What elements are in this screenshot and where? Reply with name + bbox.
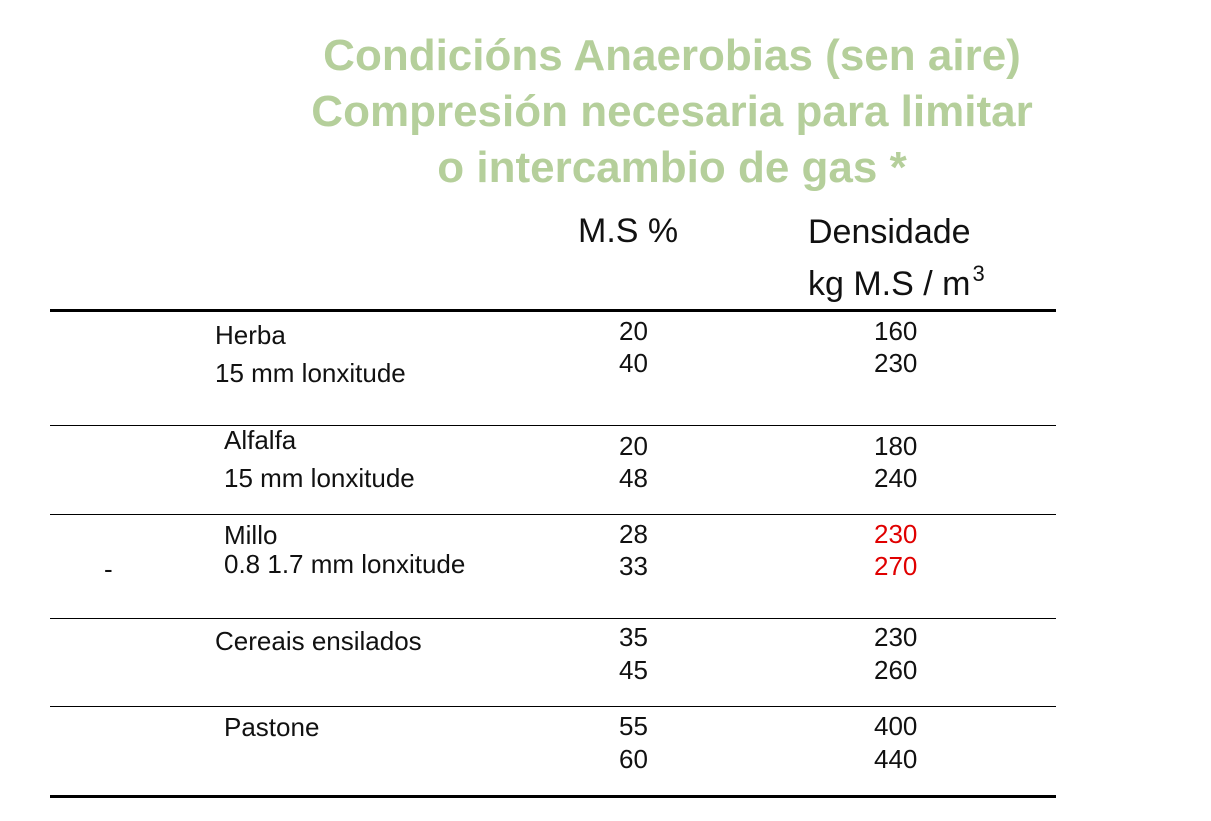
row-pastone-ms-1: 55 [619, 711, 648, 741]
table-top-rule [50, 309, 1056, 312]
header-density-label: Densidade [808, 213, 971, 251]
row-cereais-ms-1: 35 [619, 622, 648, 652]
row-divider [50, 425, 1056, 426]
row-herba-ms-1: 20 [619, 316, 648, 346]
row-cereais-name: Cereais ensilados [215, 626, 422, 656]
row-alfalfa-ms-1: 20 [619, 431, 648, 461]
row-cereais-density-2: 260 [874, 655, 918, 685]
row-pastone-ms-2: 60 [619, 744, 648, 774]
row-cereais-ms-2: 45 [619, 655, 648, 685]
row-herba-density-2: 230 [874, 348, 918, 378]
row-pastone-density-2: 440 [874, 744, 918, 774]
row-pastone-density-1: 400 [874, 711, 918, 741]
row-herba-density-1: 160 [874, 316, 918, 346]
row-alfalfa-ms-2: 48 [619, 463, 648, 493]
header-density [808, 211, 985, 305]
row-divider [50, 618, 1056, 619]
row-alfalfa-detail: 15 mm lonxitude [224, 463, 415, 493]
title-line-1: Condicións Anaerobias (sen aire) [323, 31, 1021, 80]
header-density-exponent: 3 [972, 261, 985, 286]
page-title [212, 28, 1132, 196]
title-line-2: Compresión necesaria para limitar [311, 87, 1033, 136]
row-herba-ms-2: 40 [619, 348, 648, 378]
row-alfalfa-density-2: 240 [874, 463, 918, 493]
row-divider [50, 514, 1056, 515]
header-density-unit [808, 253, 985, 305]
header-ms: M.S % [578, 212, 679, 250]
table-bottom-rule [50, 795, 1056, 798]
row-divider [50, 706, 1056, 707]
title-line-3: o intercambio de gas * [437, 143, 907, 192]
header-density-unit-text: kg M.S / m [808, 265, 971, 303]
row-millo-density-2: 270 [874, 551, 918, 581]
row-millo-prefix: - [104, 554, 113, 584]
row-herba-detail: 15 mm lonxitude [215, 358, 406, 388]
row-cereais-density-1: 230 [874, 622, 918, 652]
row-alfalfa-density-1: 180 [874, 431, 918, 461]
row-millo-density-1: 230 [874, 519, 918, 549]
row-millo-detail: 0.8 1.7 mm lonxitude [224, 549, 466, 579]
row-alfalfa-name: Alfalfa [224, 425, 297, 455]
row-millo-ms-2: 33 [619, 551, 648, 581]
row-millo-name: Millo [224, 520, 278, 550]
row-millo-ms-1: 28 [619, 519, 648, 549]
row-pastone-name: Pastone [224, 712, 320, 742]
row-herba-name: Herba [215, 320, 286, 350]
